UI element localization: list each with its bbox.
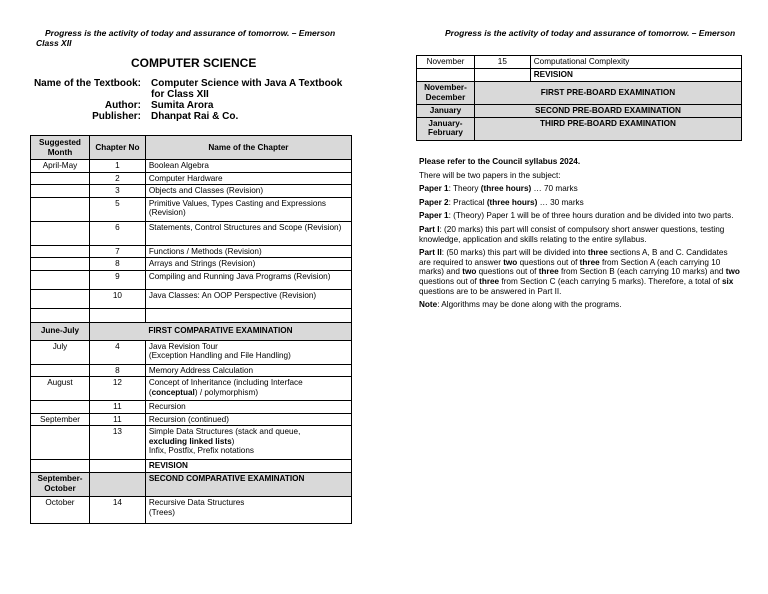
part2-text: questions out of [419,276,480,286]
paper1-marks: … 70 marks [531,184,578,194]
row-chapter: 2 [89,172,145,185]
row-month [31,221,90,245]
publisher-value: Dhanpat Rai & Co. [151,111,239,122]
row-month [31,185,90,198]
part1-label: Part I [419,224,440,234]
table-row [31,245,352,258]
row-chapter: 3 [89,185,145,198]
part2-text: questions are to be answered in Part II. [419,286,562,296]
table-row [31,340,352,364]
row-month: July [31,340,90,364]
row-chapter: 4 [89,340,145,364]
row-name-bold: excluding linked lists [148,436,232,446]
paper1-line [419,184,741,194]
row-name-line1: Simple Data Structures (stack and queue, [148,427,301,436]
row-chapter [89,308,145,322]
row-chapter: 8 [89,258,145,271]
page-quote-right: Progress is the activity of today and assurance of tomorrow. – Emerson [445,28,736,38]
exam-name: FIRST COMPARATIVE EXAMINATION [89,322,351,340]
paper2-line [419,198,741,208]
row-chapter: 11 [89,401,145,414]
part2-bold: three [538,267,559,277]
table-row [31,497,352,524]
table-row [31,413,352,426]
row-month: April-May [31,160,90,173]
exam-month: January [417,104,475,117]
part2-bold: three [579,257,600,267]
syllabus-notes [419,157,741,314]
row-name [145,308,351,322]
part2-text: from Section A (each carrying 10 marks) and [419,257,721,277]
part2-bold: three [587,248,608,258]
part2-description [419,248,741,296]
table-row [31,460,352,473]
exam-name: SECOND COMPARATIVE EXAMINATION [145,473,351,497]
row-name: Objects and Classes (Revision) [145,185,351,198]
part2-text: from Section B (each carrying 10 marks) and [558,267,726,277]
paper1-description [419,211,741,221]
row-name: Recursion [145,401,351,414]
exam-row [417,104,742,117]
month-header: Suggested Month [31,136,90,160]
exam-month: September-October [31,473,90,497]
two-papers-note: There will be two papers in the subject: [419,170,561,180]
row-name-part: ) / polymorphism) [194,387,259,397]
publisher-label: Publisher: [92,111,141,122]
row-month [31,258,90,271]
author-value: Sumita Arora [151,100,214,111]
textbook-name-label: Name of the Textbook: [33,78,141,89]
row-chapter: 11 [89,413,145,426]
row-name: Java Classes: An OOP Perspective (Revision) [145,289,351,308]
table-row [31,221,352,245]
part2-text: : (50 marks) this part will be divided into [441,248,588,258]
row-chapter: 12 [89,377,145,401]
row-month [31,460,90,473]
row-month [31,270,90,289]
part2-text: from Section C (each carrying 5 marks). Therefore, a total of [499,276,722,286]
table-row [417,68,742,81]
row-month [417,68,475,81]
row-name [145,340,351,364]
paper1-label: Paper 1 [419,184,449,194]
row-name: Recursion (continued) [145,413,351,426]
row-chapter [474,68,530,81]
row-month: October [31,497,90,524]
exam-row [417,117,742,140]
class-label: Class XII [36,38,72,48]
row-name: Boolean Algebra [145,160,351,173]
row-chapter [89,460,145,473]
table-row [417,56,742,69]
table-row [31,270,352,289]
chapter-header: Chapter No [89,136,145,160]
table-row [31,160,352,173]
quote-text: Progress is the activity of today and assurance of tomorrow. – Emerson [45,28,336,38]
textbook-info [0,78,384,128]
table-row [31,364,352,377]
part2-bold: six [721,276,734,286]
row-name: Compiling and Running Java Programs (Revision) [145,270,351,289]
subject-title: COMPUTER SCIENCE [131,56,257,70]
row-chapter: 15 [474,56,530,69]
row-month [31,245,90,258]
row-month: November [417,56,475,69]
author-label: Author: [104,100,141,111]
row-name: Statements, Control Structures and Scope (Revision) [145,221,351,245]
part2-bold: three [479,276,500,286]
exam-name: THIRD PRE-BOARD EXAMINATION [474,117,741,140]
exam-row [31,473,352,497]
part2-bold: two [462,267,477,277]
table-row [31,172,352,185]
textbook-name-value-2: for Class XII [151,89,209,100]
table-row [31,185,352,198]
part1-description [419,225,741,244]
part2-text: sections A, B and C. Candidates are required to answer [419,248,728,267]
row-chapter: 14 [89,497,145,524]
paper2-text: : Practical [448,197,487,207]
row-chapter: 10 [89,289,145,308]
paper1-desc-label: Paper 1 [419,211,449,221]
row-month [31,426,90,460]
paper2-marks: … 30 marks [537,197,584,207]
table-row [31,289,352,308]
row-name [145,377,351,401]
paper1-desc-text: : (Theory) Paper 1 will be of three hours duration and be divided into two parts. [448,211,734,221]
part2-label: Part II [419,248,442,258]
exam-row [31,322,352,340]
refer-note: Please refer to the Council syllabus 2024. [419,157,581,166]
row-month [31,364,90,377]
exam-month: November-December [417,81,475,104]
row-month: September [31,413,90,426]
row-month [31,401,90,414]
row-chapter: 7 [89,245,145,258]
part2-text: questions out of [517,257,580,267]
part2-text: questions out of [476,267,539,277]
row-name: Functions / Methods (Revision) [145,245,351,258]
row-name [145,426,351,460]
page-quote [36,28,336,48]
row-name: Memory Address Calculation [145,364,351,377]
row-name-line1: Java Revision Tour [148,341,218,351]
row-name-line2: (Exception Handling and File Handling) [148,351,291,360]
part1-text: : (20 marks) this part will consist of compulsory short answer questions, testing knowledge, application and skills relating to the entire syllabus. [419,224,725,244]
exam-month: June-July [31,322,90,340]
note-text: : Algorithms may be done along with the programs. [437,300,622,310]
row-name-line3: Infix, Postfix, Prefix notations [148,446,254,455]
row-chapter: 13 [89,426,145,460]
row-name-part: Concept of Inheritance (including Interface ( [148,378,303,397]
row-month: August [31,377,90,401]
row-chapter [89,473,145,497]
row-month [31,289,90,308]
row-name-line2: (Trees) [148,507,175,517]
row-chapter: 8 [89,364,145,377]
row-name: Computer Hardware [145,172,351,185]
row-chapter: 5 [89,197,145,221]
row-name [145,497,351,524]
part2-bold: two [503,257,518,267]
exam-month: January-February [417,117,475,140]
table-row [31,258,352,271]
row-chapter: 6 [89,221,145,245]
table-row [31,308,352,322]
row-name-tail: ) [231,436,235,446]
row-month [31,172,90,185]
table-row [31,426,352,460]
row-name: Arrays and Strings (Revision) [145,258,351,271]
row-name: REVISION [145,460,351,473]
note-label: Note [419,300,438,310]
table-row [31,401,352,414]
row-month [31,197,90,221]
row-chapter: 9 [89,270,145,289]
right-schedule-table [416,55,742,141]
row-chapter: 1 [89,160,145,173]
textbook-name-value-1: Computer Science with Java A Textbook [151,78,343,89]
exam-row [417,81,742,104]
row-name: Computational Complexity [530,56,741,69]
exam-name: SECOND PRE-BOARD EXAMINATION [474,104,741,117]
paper1-text: : Theory [448,184,481,194]
paper2-label: Paper 2 [419,197,449,207]
table-row [31,377,352,401]
row-name-line1: Recursive Data Structures [148,498,245,507]
paper2-bold: (three hours) [486,197,538,207]
exam-name: FIRST PRE-BOARD EXAMINATION [474,81,741,104]
row-month [31,308,90,322]
row-name-bold: conceptual [151,387,195,397]
schedule-table [30,135,352,524]
table-row [31,197,352,221]
note-line [419,300,741,310]
row-name: Primitive Values, Types Casting and Expressions (Revision) [145,197,351,221]
name-header: Name of the Chapter [145,136,351,160]
row-name: REVISION [530,68,741,81]
paper1-bold: (three hours) [480,184,532,194]
part2-bold: two [725,267,740,277]
